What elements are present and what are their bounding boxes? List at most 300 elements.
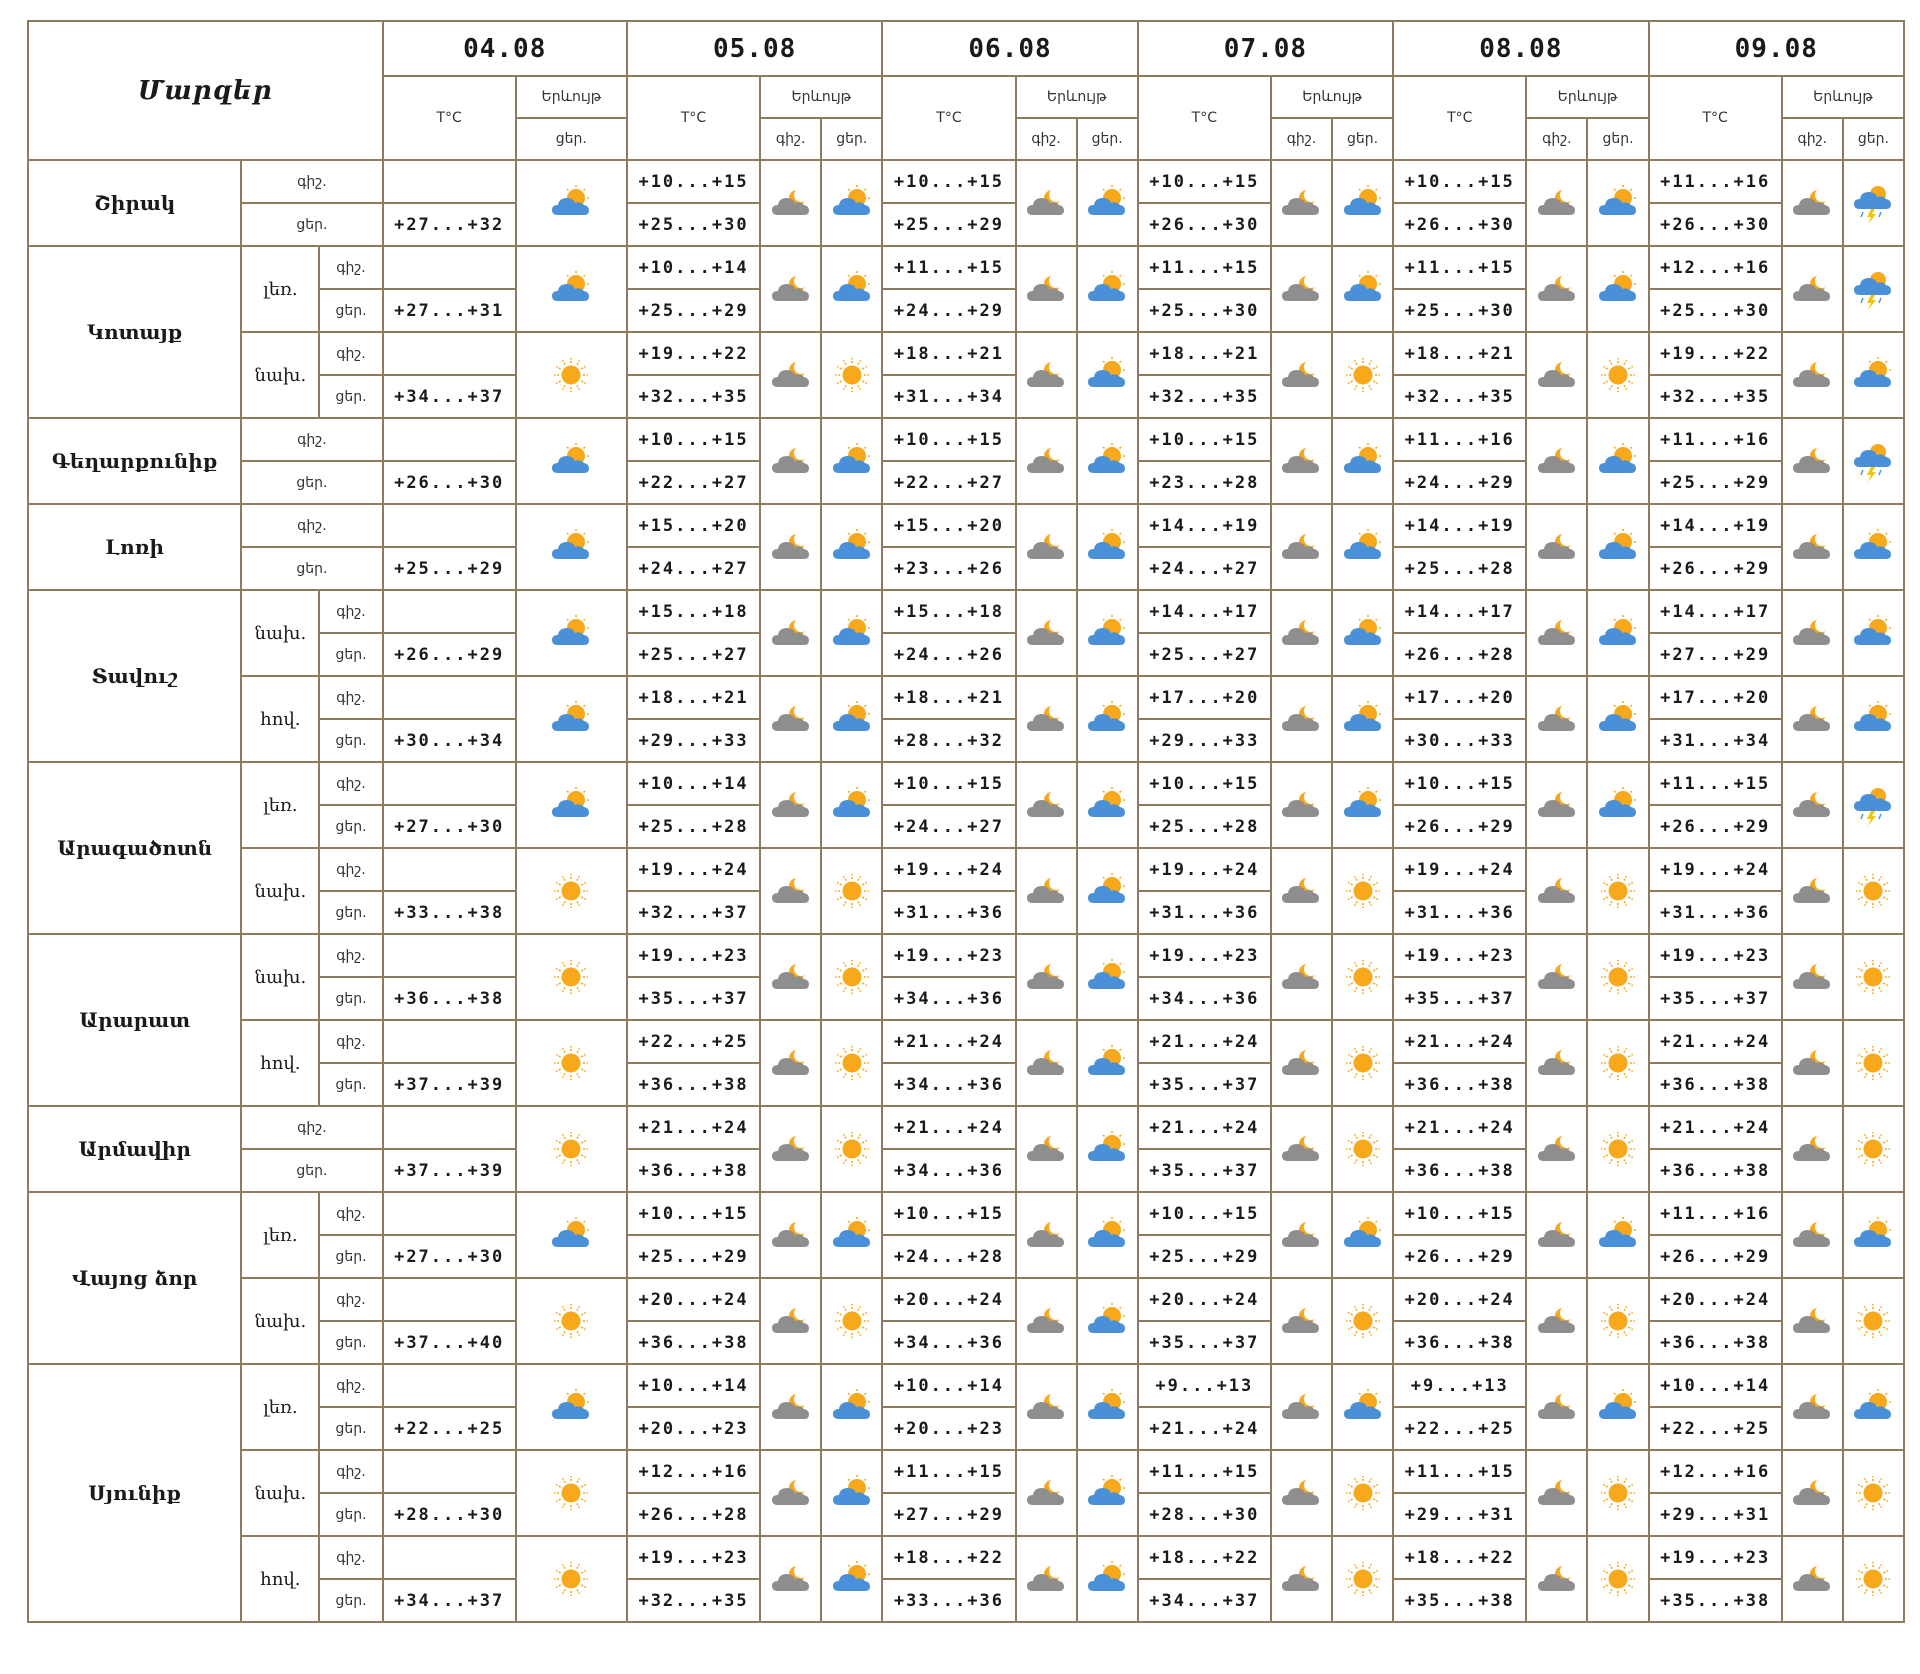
temp-day: +25...+29	[627, 1235, 760, 1278]
cloud-moon-icon	[760, 1536, 821, 1622]
zone-label: նախ.	[241, 1450, 319, 1536]
temp-night: +20...+24	[1649, 1278, 1782, 1321]
temp-day: +26...+28	[627, 1493, 760, 1536]
date-header: 08.08	[1393, 21, 1648, 76]
temp-day: +36...+38	[1649, 1321, 1782, 1364]
cloud-moon-icon	[760, 1020, 821, 1106]
cloud-moon-icon	[760, 1364, 821, 1450]
thunder-shower-icon	[1843, 762, 1904, 848]
cloud-moon-icon	[1782, 590, 1843, 676]
row-night	[28, 418, 1904, 461]
temp-night: +18...+22	[882, 1536, 1015, 1579]
temp-night: +17...+20	[1393, 676, 1526, 719]
sun-cloud-icon	[1077, 1364, 1138, 1450]
sun-cloud-icon	[1077, 590, 1138, 676]
cloud-moon-icon	[1016, 1278, 1077, 1364]
night-label: գիշ.	[319, 1020, 382, 1063]
cloud-moon-icon	[1782, 504, 1843, 590]
cloud-moon-icon	[1016, 762, 1077, 848]
day-label: ցեր.	[319, 289, 382, 332]
temp-day: +22...+27	[882, 461, 1015, 504]
day-header: ցեր.	[1077, 118, 1138, 160]
temp-day: +24...+27	[627, 547, 760, 590]
temp-night: +10...+15	[882, 762, 1015, 805]
temp-night: +19...+23	[1649, 1536, 1782, 1579]
sun-cloud-icon	[1077, 1278, 1138, 1364]
sun-cloud-icon	[821, 1450, 882, 1536]
sun-icon	[1587, 1020, 1648, 1106]
temp-night: +17...+20	[1138, 676, 1271, 719]
temp-night: +11...+15	[1138, 246, 1271, 289]
temp-day: +32...+35	[627, 375, 760, 418]
temp-night: +10...+15	[882, 418, 1015, 461]
night-label: գիշ.	[319, 1364, 382, 1407]
temp-day: +32...+35	[627, 1579, 760, 1622]
temp-night: +19...+24	[882, 848, 1015, 891]
cloud-moon-icon	[1016, 504, 1077, 590]
temp-day: +27...+30	[383, 1235, 516, 1278]
sun-cloud-icon	[1587, 504, 1648, 590]
temp-night: +20...+24	[882, 1278, 1015, 1321]
temp-day: +20...+23	[882, 1407, 1015, 1450]
cloud-moon-icon	[1782, 1450, 1843, 1536]
temp-night: +10...+15	[882, 160, 1015, 203]
temp-header: T°C	[1649, 76, 1782, 160]
temp-night: +10...+15	[1393, 160, 1526, 203]
temp-night: +11...+15	[1393, 1450, 1526, 1493]
cloud-moon-icon	[1782, 332, 1843, 418]
row-night	[28, 1020, 1904, 1063]
cloud-moon-icon	[1782, 848, 1843, 934]
sun-cloud-icon	[1077, 848, 1138, 934]
sun-cloud-icon	[1587, 1192, 1648, 1278]
temp-day: +32...+37	[627, 891, 760, 934]
sun-icon	[1332, 848, 1393, 934]
temp-day: +25...+27	[1138, 633, 1271, 676]
temp-night: +20...+24	[627, 1278, 760, 1321]
temp-night: +21...+24	[627, 1106, 760, 1149]
sun-icon	[1587, 848, 1648, 934]
day-label: ցեր.	[241, 461, 382, 504]
sun-cloud-icon	[1077, 934, 1138, 1020]
temp-day: +26...+30	[1393, 203, 1526, 246]
temp-day: +27...+30	[383, 805, 516, 848]
temp-night: +10...+14	[627, 246, 760, 289]
day-header: ցեր.	[516, 118, 627, 160]
temp-day: +33...+38	[383, 891, 516, 934]
cloud-moon-icon	[1016, 848, 1077, 934]
night-label: գիշ.	[319, 934, 382, 977]
night-label: գիշ.	[319, 676, 382, 719]
cloud-moon-icon	[1526, 848, 1587, 934]
sun-cloud-icon	[821, 1192, 882, 1278]
temp-day: +25...+29	[882, 203, 1015, 246]
temp-day: +25...+30	[1649, 289, 1782, 332]
sun-cloud-icon	[821, 590, 882, 676]
sun-cloud-icon	[1587, 676, 1648, 762]
night-label: գիշ.	[241, 504, 382, 547]
row-night	[28, 1106, 1904, 1149]
temp-day: +34...+37	[1138, 1579, 1271, 1622]
temp-night: +12...+16	[1649, 1450, 1782, 1493]
temp-day: +32...+35	[1649, 375, 1782, 418]
temp-day: +31...+34	[1649, 719, 1782, 762]
temp-night: +18...+21	[1138, 332, 1271, 375]
temp-night: +22...+25	[627, 1020, 760, 1063]
cloud-moon-icon	[1782, 418, 1843, 504]
temp-night: +21...+24	[882, 1020, 1015, 1063]
temp-day: +27...+31	[383, 289, 516, 332]
cloud-moon-icon	[1526, 1278, 1587, 1364]
region-name: Արարատ	[28, 934, 241, 1106]
temp-day: +24...+28	[882, 1235, 1015, 1278]
region-name: Արմավիր	[28, 1106, 241, 1192]
temp-day: +29...+33	[627, 719, 760, 762]
sun-cloud-icon	[1077, 160, 1138, 246]
cloud-moon-icon	[1271, 590, 1332, 676]
sun-cloud-icon	[516, 590, 627, 676]
cloud-moon-icon	[1526, 590, 1587, 676]
temp-day: +34...+37	[383, 1579, 516, 1622]
night-label: գիշ.	[319, 332, 382, 375]
day-label: ցեր.	[319, 633, 382, 676]
day-label: ցեր.	[319, 719, 382, 762]
temp-night: +19...+24	[1138, 848, 1271, 891]
cloud-moon-icon	[760, 1450, 821, 1536]
sun-icon	[1332, 1020, 1393, 1106]
sun-cloud-icon	[1587, 160, 1648, 246]
temp-day: +26...+29	[383, 633, 516, 676]
temp-day: +31...+36	[1649, 891, 1782, 934]
temp-day: +26...+30	[1138, 203, 1271, 246]
temp-day: +28...+30	[1138, 1493, 1271, 1536]
cloud-moon-icon	[1016, 246, 1077, 332]
temp-day: +25...+29	[627, 289, 760, 332]
cloud-moon-icon	[1271, 1192, 1332, 1278]
cloud-moon-icon	[760, 418, 821, 504]
day-header: ցեր.	[821, 118, 882, 160]
sun-cloud-icon	[1587, 246, 1648, 332]
sun-icon	[1332, 1536, 1393, 1622]
night-label: գիշ.	[319, 1536, 382, 1579]
cloud-moon-icon	[760, 590, 821, 676]
cloud-moon-icon	[1016, 1106, 1077, 1192]
temp-header: T°C	[627, 76, 760, 160]
temp-day: +30...+33	[1393, 719, 1526, 762]
sun-cloud-icon	[516, 1364, 627, 1450]
temp-day: +33...+36	[882, 1579, 1015, 1622]
sun-cloud-icon	[1077, 1192, 1138, 1278]
temp-night: +10...+15	[627, 160, 760, 203]
temp-night: +10...+14	[882, 1364, 1015, 1407]
cloud-moon-icon	[760, 246, 821, 332]
temp-day: +36...+38	[1649, 1149, 1782, 1192]
sun-icon	[1332, 1278, 1393, 1364]
sun-icon	[1843, 1536, 1904, 1622]
temp-day: +20...+23	[627, 1407, 760, 1450]
sun-cloud-icon	[1843, 590, 1904, 676]
temp-night-empty	[383, 1020, 516, 1063]
zone-label: լեռ.	[241, 246, 319, 332]
temp-night: +19...+24	[1649, 848, 1782, 891]
temp-day: +29...+31	[1649, 1493, 1782, 1536]
row-night	[28, 848, 1904, 891]
zone-label: նախ.	[241, 1278, 319, 1364]
cloud-moon-icon	[760, 676, 821, 762]
temp-day: +25...+28	[1393, 547, 1526, 590]
cloud-moon-icon	[1526, 762, 1587, 848]
night-header: գիշ.	[1782, 118, 1843, 160]
night-label: գիշ.	[319, 590, 382, 633]
temp-night: +18...+21	[1393, 332, 1526, 375]
cloud-moon-icon	[760, 504, 821, 590]
sun-cloud-icon	[1077, 504, 1138, 590]
temp-day: +22...+27	[627, 461, 760, 504]
temp-day: +22...+25	[383, 1407, 516, 1450]
night-header: գիշ.	[1271, 118, 1332, 160]
cloud-moon-icon	[1016, 590, 1077, 676]
temp-day: +31...+36	[882, 891, 1015, 934]
sun-cloud-icon	[1332, 762, 1393, 848]
temp-night: +10...+15	[627, 418, 760, 461]
row-night	[28, 246, 1904, 289]
cloud-moon-icon	[1271, 848, 1332, 934]
temp-night: +11...+16	[1649, 418, 1782, 461]
day-header: ցեր.	[1843, 118, 1904, 160]
thunder-shower-icon	[1843, 418, 1904, 504]
cloud-moon-icon	[1271, 504, 1332, 590]
temp-night-empty	[383, 246, 516, 289]
sun-icon	[821, 934, 882, 1020]
temp-night: +19...+22	[1649, 332, 1782, 375]
temp-day: +34...+36	[882, 977, 1015, 1020]
zone-label: հով.	[241, 676, 319, 762]
temp-night: +21...+24	[1649, 1106, 1782, 1149]
temp-night-empty	[383, 762, 516, 805]
temp-day: +32...+35	[1393, 375, 1526, 418]
sun-icon	[821, 332, 882, 418]
temp-night: +21...+24	[1138, 1106, 1271, 1149]
sun-cloud-icon	[821, 762, 882, 848]
cloud-moon-icon	[760, 1106, 821, 1192]
temp-day: +29...+33	[1138, 719, 1271, 762]
cloud-moon-icon	[1271, 676, 1332, 762]
sun-cloud-icon	[1843, 1192, 1904, 1278]
cloud-moon-icon	[1782, 1106, 1843, 1192]
temp-day: +35...+37	[1649, 977, 1782, 1020]
cloud-moon-icon	[1271, 934, 1332, 1020]
date-header: 05.08	[627, 21, 882, 76]
sun-icon	[821, 848, 882, 934]
night-label: գիշ.	[319, 1278, 382, 1321]
sun-cloud-icon	[1332, 1192, 1393, 1278]
sun-cloud-icon	[821, 418, 882, 504]
sun-cloud-icon	[1843, 332, 1904, 418]
temp-night: +14...+19	[1649, 504, 1782, 547]
row-night	[28, 332, 1904, 375]
sun-cloud-icon	[1332, 590, 1393, 676]
temp-night: +19...+23	[627, 934, 760, 977]
cloud-moon-icon	[1526, 1364, 1587, 1450]
temp-day: +27...+29	[882, 1493, 1015, 1536]
temp-day: +28...+30	[383, 1493, 516, 1536]
night-label: գիշ.	[319, 848, 382, 891]
night-header: գիշ.	[1526, 118, 1587, 160]
cloud-moon-icon	[1526, 676, 1587, 762]
temp-day: +28...+32	[882, 719, 1015, 762]
temp-header: T°C	[383, 76, 516, 160]
temp-day: +26...+29	[1649, 1235, 1782, 1278]
temp-day: +26...+30	[383, 461, 516, 504]
temp-night-empty	[383, 676, 516, 719]
temp-night: +19...+24	[627, 848, 760, 891]
temp-day: +27...+29	[1649, 633, 1782, 676]
temp-day: +26...+30	[1649, 203, 1782, 246]
cloud-moon-icon	[1271, 1106, 1332, 1192]
temp-night: +15...+18	[882, 590, 1015, 633]
weather-header: Երևույթ	[760, 76, 882, 118]
sun-cloud-icon	[1077, 1020, 1138, 1106]
region-name: Արագածոտն	[28, 762, 241, 934]
cloud-moon-icon	[1526, 246, 1587, 332]
temp-day: +26...+29	[1393, 1235, 1526, 1278]
cloud-moon-icon	[1271, 1450, 1332, 1536]
temp-night: +11...+15	[882, 246, 1015, 289]
night-label: գիշ.	[319, 1450, 382, 1493]
cloud-moon-icon	[760, 1278, 821, 1364]
day-label: ցեր.	[241, 203, 382, 246]
row-night	[28, 1278, 1904, 1321]
sun-cloud-icon	[1332, 246, 1393, 332]
temp-day: +36...+38	[1393, 1321, 1526, 1364]
day-label: ցեր.	[319, 1579, 382, 1622]
temp-day: +36...+38	[383, 977, 516, 1020]
sun-icon	[1843, 848, 1904, 934]
temp-night-empty	[383, 332, 516, 375]
sun-cloud-icon	[821, 1364, 882, 1450]
temp-night-empty	[383, 934, 516, 977]
zone-label: նախ.	[241, 332, 319, 418]
cloud-moon-icon	[1271, 1278, 1332, 1364]
temp-night: +20...+24	[1393, 1278, 1526, 1321]
day-label: ցեր.	[319, 1321, 382, 1364]
cloud-moon-icon	[760, 160, 821, 246]
sun-icon	[1843, 1450, 1904, 1536]
row-night	[28, 1536, 1904, 1579]
sun-icon	[821, 1020, 882, 1106]
temp-night-empty	[383, 1536, 516, 1579]
temp-night: +15...+20	[882, 504, 1015, 547]
weather-header: Երևույթ	[1016, 76, 1138, 118]
sun-icon	[1587, 1450, 1648, 1536]
temp-day: +23...+28	[1138, 461, 1271, 504]
temp-night: +11...+15	[1393, 246, 1526, 289]
weather-header: Երևույթ	[1526, 76, 1648, 118]
row-night	[28, 1364, 1904, 1407]
temp-night: +10...+14	[1649, 1364, 1782, 1407]
sun-icon	[1332, 1450, 1393, 1536]
cloud-moon-icon	[1526, 332, 1587, 418]
temp-day: +25...+30	[1138, 289, 1271, 332]
temp-night: +19...+24	[1393, 848, 1526, 891]
temp-night-empty	[383, 1192, 516, 1235]
day-label: ցեր.	[319, 375, 382, 418]
temp-day: +21...+24	[1138, 1407, 1271, 1450]
temp-night: +10...+15	[1138, 762, 1271, 805]
temp-day: +22...+25	[1649, 1407, 1782, 1450]
temp-night: +11...+16	[1393, 418, 1526, 461]
zone-label: հով.	[241, 1536, 319, 1622]
temp-night: +18...+21	[882, 676, 1015, 719]
cloud-moon-icon	[1782, 1192, 1843, 1278]
cloud-moon-icon	[1526, 1536, 1587, 1622]
sun-cloud-icon	[1587, 590, 1648, 676]
temp-day: +35...+37	[1138, 1149, 1271, 1192]
temp-day: +34...+36	[882, 1321, 1015, 1364]
temp-day: +32...+35	[1138, 375, 1271, 418]
temp-day: +30...+34	[383, 719, 516, 762]
temp-night: +11...+15	[1649, 762, 1782, 805]
temp-day: +29...+31	[1393, 1493, 1526, 1536]
temp-day: +37...+39	[383, 1063, 516, 1106]
cloud-moon-icon	[760, 762, 821, 848]
cloud-moon-icon	[1526, 1106, 1587, 1192]
cloud-moon-icon	[1016, 1020, 1077, 1106]
row-night	[28, 504, 1904, 547]
temp-night-empty	[383, 1450, 516, 1493]
temp-night: +17...+20	[1649, 676, 1782, 719]
temp-night: +10...+14	[627, 762, 760, 805]
temp-day: +35...+37	[1138, 1321, 1271, 1364]
temp-day: +36...+38	[1393, 1063, 1526, 1106]
temp-day: +25...+29	[1138, 1235, 1271, 1278]
temp-night: +19...+23	[1138, 934, 1271, 977]
date-header: 07.08	[1138, 21, 1393, 76]
sun-icon	[1587, 934, 1648, 1020]
temp-night-empty	[383, 504, 516, 547]
region-name: Շիրակ	[28, 160, 241, 246]
temp-day: +25...+27	[627, 633, 760, 676]
cloud-moon-icon	[1271, 1364, 1332, 1450]
temp-night: +19...+22	[627, 332, 760, 375]
zone-label: լեռ.	[241, 1192, 319, 1278]
zone-label: նախ.	[241, 934, 319, 1020]
sun-icon	[1587, 1106, 1648, 1192]
temp-night: +11...+15	[1138, 1450, 1271, 1493]
temp-day: +23...+26	[882, 547, 1015, 590]
region-name: Կոտայք	[28, 246, 241, 418]
cloud-moon-icon	[1782, 676, 1843, 762]
temp-night: +19...+23	[627, 1536, 760, 1579]
sun-cloud-icon	[516, 676, 627, 762]
temp-day: +35...+38	[1649, 1579, 1782, 1622]
sun-cloud-icon	[1077, 246, 1138, 332]
temp-day: +34...+36	[1138, 977, 1271, 1020]
region-name: Տավուշ	[28, 590, 241, 762]
temp-night: +18...+21	[882, 332, 1015, 375]
sun-cloud-icon	[1077, 332, 1138, 418]
temp-header: T°C	[1138, 76, 1271, 160]
date-header: 04.08	[383, 21, 627, 76]
cloud-moon-icon	[1016, 1450, 1077, 1536]
temp-night: +11...+16	[1649, 160, 1782, 203]
temp-day: +36...+38	[1649, 1063, 1782, 1106]
sun-cloud-icon	[1587, 762, 1648, 848]
sun-icon	[1843, 1278, 1904, 1364]
temp-day: +36...+38	[627, 1149, 760, 1192]
sun-cloud-icon	[1843, 676, 1904, 762]
sun-cloud-icon	[1077, 1106, 1138, 1192]
